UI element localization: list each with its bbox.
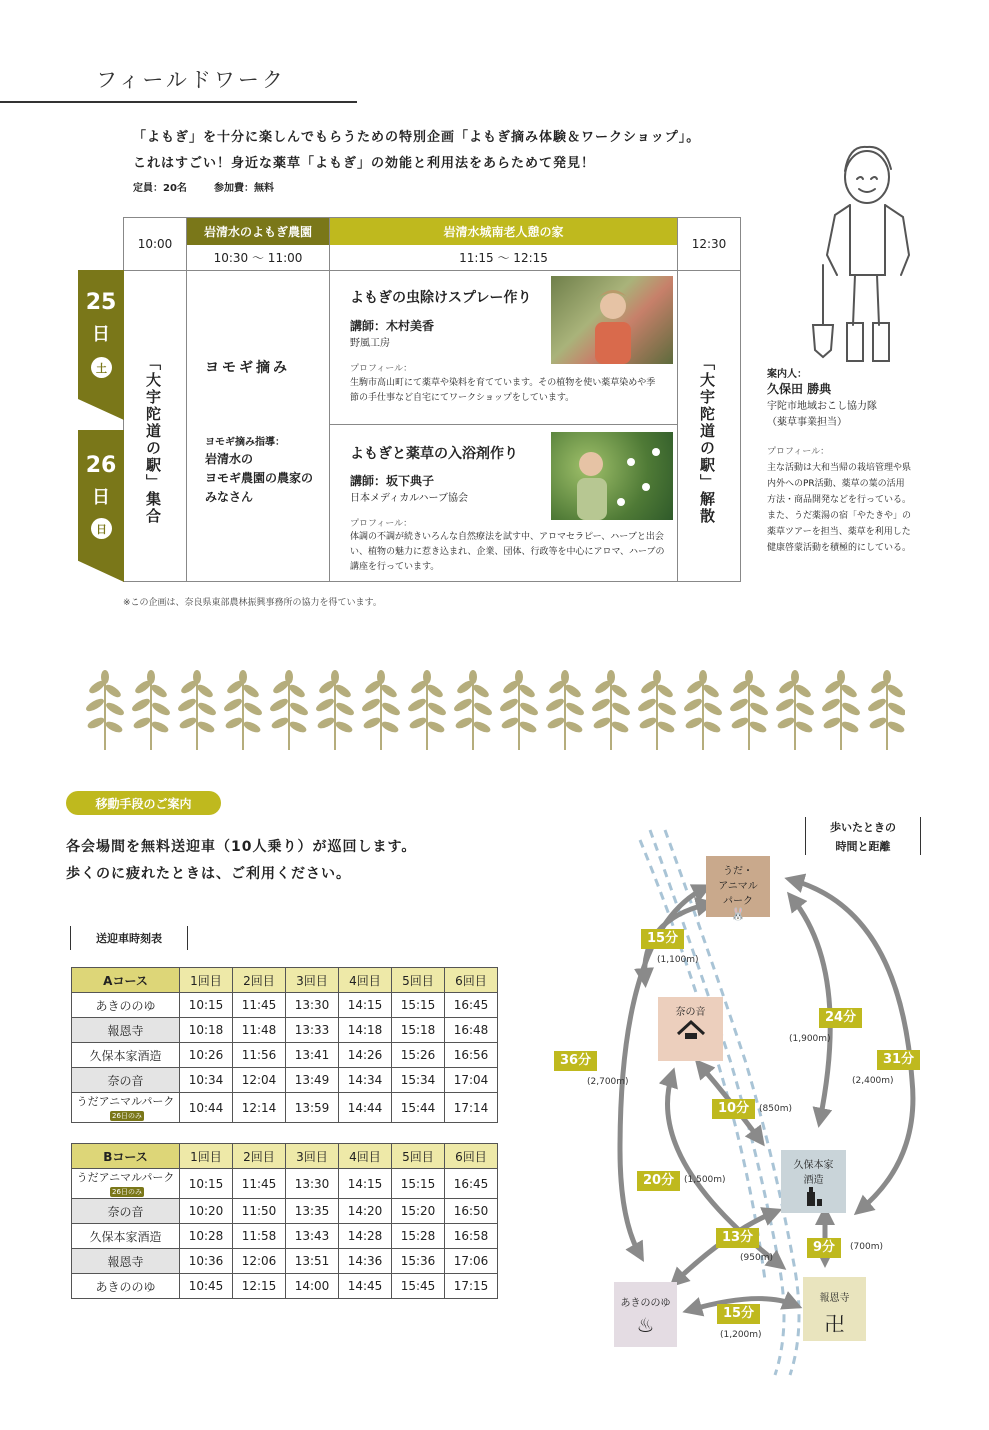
run-header: 6回目 <box>445 968 498 993</box>
run-header: 6回目 <box>445 1144 498 1169</box>
departure-time: 14:20 <box>339 1199 392 1224</box>
run-header: 4回目 <box>339 968 392 993</box>
timetable-label: 送迎車時刻表 <box>96 932 162 945</box>
ws2-profile: 体調の不調が続きいろんな自然療法を試す中、アロマセラピー、ハーブと出会い、植物の魅力に惹き込まれ、企業、団体、行政等を中心にアロマ、ハーブの講座を行っています。 <box>350 532 665 572</box>
departure-time: 10:36 <box>180 1249 233 1274</box>
ws1-profile: 生駒市高山町にて薬草や染料を育てています。その植物を使い薬草染めや季節の手仕事など自宅にてワークショップをしています。 <box>350 378 656 403</box>
departure-time: 16:50 <box>445 1199 498 1224</box>
route8-time: 9分 <box>807 1238 841 1258</box>
route3-time: 36分 <box>554 1051 597 1071</box>
departure-time: 14:34 <box>339 1068 392 1093</box>
route2-dist: (1,900m) <box>789 1034 831 1044</box>
transport-line2: 歩くのに疲れたときは、ご利用ください。 <box>66 866 351 882</box>
departure-time: 15:45 <box>392 1274 445 1299</box>
stop-label: 久保本家酒造 <box>89 1048 162 1063</box>
rabbit-icon: 🐰 <box>730 907 746 921</box>
departure-time: 12:15 <box>233 1274 286 1299</box>
houon-label: 報恩寺 <box>819 1293 850 1304</box>
route7-dist: (950m) <box>740 1253 773 1263</box>
kubo-line1: 久保本家 <box>793 1160 834 1171</box>
map-legend-1: 歩いたときの <box>830 821 896 834</box>
course-b-table <box>71 1143 498 1299</box>
uda-line2: アニマル <box>718 881 758 892</box>
departure-time: 15:34 <box>392 1068 445 1093</box>
guide-profile: 主な活動は大和当帰の栽培管理や県内外へのPR活動、薬草の葉の活用方法・商品開発などを行っている。また、うだ薬湯の宿「やたきや」の薬草ツアーを担当、薬草を利用した健康啓蒙活動を積極的にしている。 <box>767 463 912 553</box>
route6-time: 20分 <box>637 1171 680 1191</box>
start-time: 10:00 <box>137 237 173 251</box>
departure-time: 15:44 <box>392 1093 445 1123</box>
stop-label: うだアニマルパーク <box>76 1095 175 1108</box>
herb-border-icon <box>85 665 905 755</box>
guide-affil1: 宇陀市地域おこし協力隊 <box>767 401 877 412</box>
departure-time: 13:41 <box>286 1043 339 1068</box>
departure-time: 14:15 <box>339 993 392 1018</box>
ws1-photo <box>551 276 673 364</box>
departure-time: 11:50 <box>233 1199 286 1224</box>
departure-time: 10:20 <box>180 1199 233 1224</box>
departure-time: 14:36 <box>339 1249 392 1274</box>
venue2-time: 11:15 〜 12:15 <box>459 251 548 265</box>
departure-time: 15:26 <box>392 1043 445 1068</box>
stop-label: 久保本家酒造 <box>89 1229 162 1244</box>
akino-label: あきののゆ <box>620 1298 671 1309</box>
ws-divider <box>330 424 677 425</box>
run-header: 5回目 <box>392 968 445 993</box>
departure-time: 10:18 <box>180 1018 233 1043</box>
departure-time: 13:33 <box>286 1018 339 1043</box>
departure-time: 13:30 <box>286 1169 339 1199</box>
departure-time: 15:36 <box>392 1249 445 1274</box>
stop-label: あきののゆ <box>95 1279 156 1294</box>
day26-only-badge: 26日のみ <box>112 1112 142 1120</box>
intro-line2: これはすごい！身近な薬草「よもぎ」の効能と利用法をあらためて発見！ <box>133 156 596 171</box>
ws2-title: よもぎと薬草の入浴剤作り <box>350 446 518 462</box>
table-row <box>72 1018 498 1043</box>
route5-time: 10分 <box>712 1099 755 1119</box>
departure-time: 12:04 <box>233 1068 286 1093</box>
table-row <box>72 1043 498 1068</box>
guide-label: ヨモギ摘み指導： <box>205 437 285 448</box>
place-akinoyu <box>614 1282 677 1347</box>
stop-label: うだアニマルパーク <box>76 1171 175 1184</box>
stop-label: 奈の音 <box>107 1204 144 1219</box>
day2-number: 26 <box>85 453 117 478</box>
place-nanone <box>658 997 723 1061</box>
departure-time: 13:30 <box>286 993 339 1018</box>
day1-weekday: 土 <box>91 357 112 378</box>
route5-dist: (850m) <box>759 1104 792 1114</box>
roof-icon <box>676 1018 706 1042</box>
route9-time: 15分 <box>717 1304 760 1324</box>
stop-label: 報恩寺 <box>107 1023 144 1038</box>
stop-name <box>72 1068 180 1093</box>
departure-time: 11:45 <box>233 993 286 1018</box>
place-houonji <box>803 1277 866 1341</box>
ws1-org: 野風工房 <box>350 338 390 349</box>
departure-time: 15:28 <box>392 1224 445 1249</box>
end-time: 12:30 <box>691 237 727 251</box>
run-header: 2回目 <box>233 1144 286 1169</box>
course-name: Bコース <box>72 1144 180 1169</box>
day1-number: 25 <box>85 290 117 315</box>
day2-weekday: 日 <box>91 518 112 539</box>
departure-time: 14:00 <box>286 1274 339 1299</box>
transport-line1: 各会場間を無料送迎車（10人乗り）が巡回します。 <box>66 839 417 855</box>
departure-time: 11:48 <box>233 1018 286 1043</box>
stop-name <box>72 1199 180 1224</box>
departure-time: 14:44 <box>339 1093 392 1123</box>
place-kubo-honke <box>781 1150 846 1213</box>
departure-time: 16:45 <box>445 1169 498 1199</box>
col-divider-2 <box>329 217 330 582</box>
table-row <box>72 1169 498 1199</box>
nanone-label: 奈の音 <box>675 1007 706 1018</box>
table-row <box>72 1199 498 1224</box>
activity-label: ヨモギ摘み <box>205 360 290 376</box>
table-row <box>72 1068 498 1093</box>
departure-time: 10:15 <box>180 1169 233 1199</box>
run-header: 4回目 <box>339 1144 392 1169</box>
ws2-lecturer: 講師：坂下典子 <box>350 474 435 488</box>
departure-time: 17:04 <box>445 1068 498 1093</box>
ws1-profile-label: プロフィール： <box>350 364 413 374</box>
row-divider <box>123 270 741 271</box>
place-uda-animal-park <box>706 856 770 921</box>
person-photo-icon <box>551 276 673 364</box>
stop-name <box>72 1274 180 1299</box>
guide-illustration-icon <box>805 135 925 370</box>
route1-time: 15分 <box>641 929 684 949</box>
departure-time: 10:28 <box>180 1224 233 1249</box>
departure-time: 15:15 <box>392 993 445 1018</box>
departure-time: 13:59 <box>286 1093 339 1123</box>
venue1-label: 岩清水のよもぎ農園 <box>187 218 329 245</box>
day26-only-badge: 26日のみ <box>112 1188 142 1196</box>
route7-time: 13分 <box>716 1228 759 1248</box>
route6-dist: (1,500m) <box>684 1175 726 1185</box>
departure-time: 12:14 <box>233 1093 286 1123</box>
venue1-time: 10:30 〜 11:00 <box>213 251 303 265</box>
departure-time: 17:14 <box>445 1093 498 1123</box>
run-header: 2回目 <box>233 968 286 993</box>
ws2-profile-label: プロフィール： <box>350 519 413 529</box>
table-row <box>72 1249 498 1274</box>
run-header: 5回目 <box>392 1144 445 1169</box>
departure-time: 10:26 <box>180 1043 233 1068</box>
departure-time: 10:34 <box>180 1068 233 1093</box>
departure-time: 14:28 <box>339 1224 392 1249</box>
run-header: 1回目 <box>180 968 233 993</box>
ws2-photo <box>551 432 673 520</box>
guide-info-label: 案内人： <box>767 369 807 380</box>
departure-time: 16:58 <box>445 1224 498 1249</box>
departure-time: 14:26 <box>339 1043 392 1068</box>
departure-time: 10:45 <box>180 1274 233 1299</box>
route1-dist: (1,100m) <box>657 955 699 965</box>
ws2-org: 日本メディカルハーブ協会 <box>350 493 468 504</box>
departure-time: 15:20 <box>392 1199 445 1224</box>
cooperation-note: ※この企画は、奈良県東部農林振興事務所の協力を得ています。 <box>123 598 382 608</box>
col-divider-1 <box>186 217 187 582</box>
run-header: 3回目 <box>286 968 339 993</box>
stop-name <box>72 1249 180 1274</box>
dismiss-point: 「大宇陀道の駅」解散 <box>698 355 716 525</box>
departure-time: 16:48 <box>445 1018 498 1043</box>
run-header: 3回目 <box>286 1144 339 1169</box>
guide-name3: みなさん <box>205 490 254 504</box>
stop-name <box>72 993 180 1018</box>
guide-affil2: （薬草事業担当） <box>767 417 847 428</box>
ws1-lecturer: 講師：木村美香 <box>350 319 435 333</box>
guide-name2: ヨモギ農園の農家の <box>205 471 314 485</box>
temple-icon: 卍 <box>824 1312 845 1336</box>
departure-time: 11:45 <box>233 1169 286 1199</box>
departure-time: 17:15 <box>445 1274 498 1299</box>
person-photo-icon <box>551 432 673 520</box>
ws1-title: よもぎの虫除けスプレー作り <box>350 290 532 306</box>
col-divider-3 <box>677 217 678 582</box>
route3-dist: (2,700m) <box>587 1077 629 1087</box>
fee: 参加費：無料 <box>214 183 274 194</box>
stop-name <box>72 1093 180 1123</box>
departure-time: 16:56 <box>445 1043 498 1068</box>
meet-point: 「大宇陀道の駅」集合 <box>144 355 162 525</box>
course-a-table <box>71 967 498 1123</box>
departure-time: 13:35 <box>286 1199 339 1224</box>
departure-time: 17:06 <box>445 1249 498 1274</box>
kubo-line2: 酒造 <box>803 1175 824 1186</box>
title-rule <box>0 101 357 103</box>
guide-info-name: 久保田 勝典 <box>767 382 832 396</box>
guide-name1: 岩清水の <box>205 452 254 466</box>
departure-time: 15:15 <box>392 1169 445 1199</box>
route4-time: 31分 <box>877 1050 920 1070</box>
stop-name <box>72 1169 180 1199</box>
uda-line3: パーク <box>723 896 753 907</box>
stop-name <box>72 1018 180 1043</box>
departure-time: 11:58 <box>233 1224 286 1249</box>
table-row <box>72 1274 498 1299</box>
departure-time: 14:18 <box>339 1018 392 1043</box>
departure-time: 14:45 <box>339 1274 392 1299</box>
departure-time: 15:18 <box>392 1018 445 1043</box>
transport-heading: 移動手段のご案内 <box>66 791 221 815</box>
venue2-label: 岩清水城南老人憩の家 <box>330 218 677 245</box>
intro-line1: 「よもぎ」を十分に楽しんでもらうための特別企画「よもぎ摘み体験＆ワークショップ」。 <box>133 130 701 145</box>
capacity: 定員：20名 <box>133 183 187 194</box>
departure-time: 10:44 <box>180 1093 233 1123</box>
day2-unit: 日 <box>92 487 110 508</box>
page-title: フィールドワーク <box>96 68 286 92</box>
stop-label: 報恩寺 <box>107 1254 144 1269</box>
departure-time: 13:51 <box>286 1249 339 1274</box>
uda-line1: うだ・ <box>723 866 753 877</box>
stop-label: あきののゆ <box>95 998 156 1013</box>
departure-time: 12:06 <box>233 1249 286 1274</box>
stop-name <box>72 1043 180 1068</box>
stop-name <box>72 1224 180 1249</box>
guide-profile-label: プロフィール： <box>767 447 830 457</box>
table-row <box>72 993 498 1018</box>
table-row <box>72 1224 498 1249</box>
route9-dist: (1,200m) <box>720 1330 762 1340</box>
departure-time: 11:56 <box>233 1043 286 1068</box>
map-legend-2: 時間と距離 <box>835 840 891 853</box>
route8-dist: (700m) <box>850 1242 883 1252</box>
day1-unit: 日 <box>92 324 110 345</box>
hot-spring-icon: ♨ <box>636 1313 655 1337</box>
course-name: Aコース <box>72 968 180 993</box>
route2-time: 24分 <box>819 1008 862 1028</box>
departure-time: 13:49 <box>286 1068 339 1093</box>
departure-time: 16:45 <box>445 993 498 1018</box>
route4-dist: (2,400m) <box>852 1076 894 1086</box>
run-header: 1回目 <box>180 1144 233 1169</box>
departure-time: 10:15 <box>180 993 233 1018</box>
departure-time: 14:15 <box>339 1169 392 1199</box>
departure-time: 13:43 <box>286 1224 339 1249</box>
stop-label: 奈の音 <box>107 1073 144 1088</box>
table-row <box>72 1093 498 1123</box>
sake-bottle-icon <box>804 1186 824 1208</box>
